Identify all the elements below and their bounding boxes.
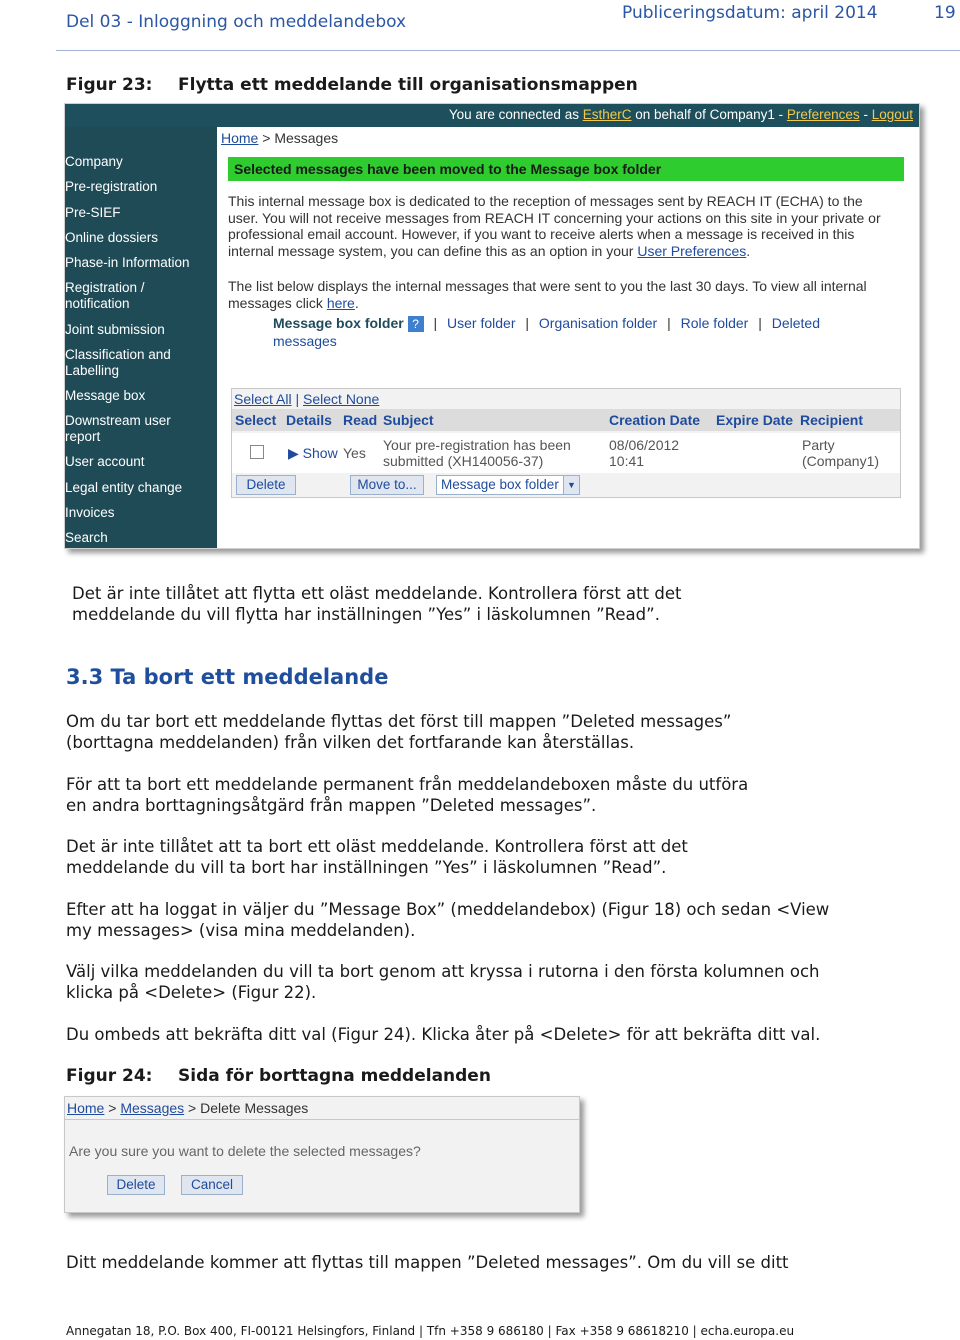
breadcrumb-separator: > (108, 1100, 117, 1116)
sidebar-item-online-dossiers[interactable]: Online dossiers (65, 230, 159, 245)
messages-table (231, 388, 901, 498)
row-select-checkbox[interactable] (250, 445, 264, 459)
show-label: Show (302, 445, 338, 461)
folder-separator: | (525, 315, 530, 331)
cancel-button[interactable]: Cancel (181, 1175, 243, 1195)
tab-user-folder[interactable]: User folder (447, 315, 516, 331)
closing-paragraph: Ditt meddelande kommer att flyttas till mappen ”Deleted messages”. Om du vill se ditt (66, 1253, 789, 1272)
user-preferences-link[interactable]: User Preferences (637, 243, 747, 259)
confirm-delete-button[interactable]: Delete (107, 1175, 165, 1195)
sidebar-item-invoices[interactable]: Invoices (65, 505, 115, 520)
figure-23-title: Flytta ett meddelande till organisationsmappen (178, 75, 638, 95)
paragraph-4-line-1: Efter att ha loggat in väljer du ”Message Box” (meddelandebox) (Figur 18) och sedan <View (66, 900, 830, 919)
triangle-right-icon: ▶ (288, 445, 299, 461)
tab-deleted-messages-line2[interactable]: messages (273, 333, 337, 349)
column-header-creation-date[interactable]: Creation Date (609, 412, 701, 428)
folder-tabs (273, 315, 820, 332)
paragraph-2-line-2: en andra borttagningsåtgärd från mappen ”Deleted messages”. (66, 796, 597, 815)
paragraph-6: Du ombeds att bekräfta ditt val (Figur 24). Klicka åter på <Delete> för att bekräfta ditt val. (66, 1025, 821, 1044)
column-header-read[interactable]: Read (343, 412, 378, 428)
connection-middle: on behalf of Company1 - (635, 107, 784, 122)
selection-separator: | (295, 391, 300, 407)
folder-select-value: Message box folder (441, 477, 559, 492)
figure-23-screenshot (64, 103, 920, 549)
logout-link[interactable]: Logout (871, 107, 913, 122)
sidebar (65, 127, 217, 549)
connection-prefix: You are connected as (448, 107, 579, 122)
page-footer: Annegatan 18, P.O. Box 400, FI-00121 Helsingfors, Finland | Tfn +358 9 686180 | Fax +358 9 68618210 | echa.europa.eu (66, 1324, 795, 1338)
select-all-link[interactable]: Select All (234, 391, 292, 407)
figure-24-screenshot (64, 1096, 580, 1213)
delete-confirmation-question: Are you sure you want to delete the selected messages? (69, 1143, 421, 1159)
paragraph-3-line-1: Det är inte tillåtet att ta bort ett oläst meddelande. Kontrollera först att det (66, 837, 688, 856)
paragraph-1-line-2: (borttagna meddelanden) från vilken det fortfarande kan återställas. (66, 733, 635, 752)
breadcrumb-current: > Messages (262, 130, 339, 146)
sidebar-item-joint-submission[interactable]: Joint submission (65, 322, 165, 337)
breadcrumb-home-link[interactable]: Home (221, 130, 259, 146)
preferences-link[interactable]: Preferences (786, 107, 860, 122)
tab-message-box-folder[interactable]: Message box folder (273, 315, 404, 331)
move-to-button[interactable]: Move to... (350, 475, 424, 495)
paragraph-2-line-1: För att ta bort ett meddelande permanent från meddelandeboxen måste du utföra (66, 775, 749, 794)
success-banner (228, 157, 904, 181)
folder-separator: | (433, 315, 438, 331)
sidebar-item-message-box[interactable]: Message box (65, 388, 146, 403)
creation-date: 08/06/2012 (609, 437, 680, 453)
column-header-expire-date[interactable]: Expire Date (716, 412, 794, 428)
header-section-title: Del 03 - Inloggning och meddelandebox (66, 12, 407, 32)
page-number: 19 (934, 3, 956, 23)
sidebar-item-company[interactable]: Company (65, 154, 123, 169)
paragraph-5-line-1: Välj vilka meddelanden du vill ta bort genom att kryssa i rutorna i den första kolumnen och (66, 962, 820, 981)
paragraph-5-line-2: klicka på <Delete> (Figur 22). (66, 983, 317, 1002)
read-status: Yes (343, 445, 366, 461)
sidebar-item-user-account[interactable]: User account (65, 454, 145, 469)
column-header-recipient[interactable]: Recipient (800, 412, 864, 428)
info-line-4 (228, 243, 750, 260)
user-link[interactable]: EstherC (582, 107, 632, 122)
sidebar-item-classification[interactable]: Classification and (65, 347, 171, 362)
header-divider (56, 50, 960, 51)
sidebar-item-registration[interactable]: Registration / (65, 280, 145, 295)
recipient-line-2: (Company1) (802, 453, 880, 469)
breadcrumb (67, 1100, 308, 1116)
sidebar-item-pre-sief[interactable]: Pre-SIEF (65, 205, 121, 220)
paragraph-1-line-1: Om du tar bort ett meddelande flyttas det först till mappen ”Deleted messages” (66, 712, 732, 731)
list-line-2-text: messages click (228, 295, 323, 311)
paragraph-3-line-2: meddelande du vill ta bort har inställningen ”Yes” i läskolumnen ”Read”. (66, 858, 667, 877)
selection-links (234, 391, 379, 407)
folder-separator: | (667, 315, 671, 331)
info-line-1: This internal message box is dedicated to the reception of messages sent by REACH IT (ECHA) to the (228, 193, 863, 209)
folder-select[interactable] (436, 475, 580, 495)
chevron-down-icon: ▼ (563, 476, 579, 494)
sidebar-item-search[interactable]: Search (65, 530, 108, 545)
breadcrumb-divider (65, 1119, 579, 1120)
header-publication-date: Publiceringsdatum: april 2014 (622, 3, 878, 23)
breadcrumb-home-link[interactable]: Home (67, 1100, 105, 1116)
sidebar-item-downstream-user-line2[interactable]: report (65, 429, 101, 444)
creation-time: 10:41 (609, 453, 645, 469)
table-header (232, 409, 900, 431)
note-line-2: meddelande du vill flytta har inställningen ”Yes” i läskolumnen ”Read”. (72, 605, 660, 624)
delete-button[interactable]: Delete (236, 475, 296, 495)
figure-23-label: Figur 23: (66, 75, 153, 95)
breadcrumb-messages-link[interactable]: Messages (120, 1100, 185, 1116)
here-link[interactable]: here (326, 295, 355, 311)
breadcrumb-current: > Delete Messages (188, 1100, 309, 1116)
table-row (232, 433, 900, 473)
info-line-4-text: internal message system, you can define this as an option in your (228, 243, 634, 259)
list-line-1: The list below displays the internal messages that were sent to you the last 30 days. To view all internal (228, 278, 867, 294)
tab-organisation-folder[interactable]: Organisation folder (538, 315, 658, 331)
figure-24-label: Figur 24: (66, 1066, 153, 1086)
column-header-details[interactable]: Details (286, 412, 332, 428)
sidebar-item-registration-line2[interactable]: notification (65, 296, 130, 311)
sidebar-item-classification-line2[interactable]: Labelling (65, 363, 120, 378)
note-line-1: Det är inte tillåtet att flytta ett oläst meddelande. Kontrollera först att det (72, 584, 682, 603)
list-line-2 (228, 295, 359, 312)
subject-line-1: Your pre-registration has been (383, 437, 571, 453)
section-heading: 3.3 Ta bort ett meddelande (66, 665, 389, 689)
help-icon[interactable]: ? (408, 316, 424, 332)
connection-status (449, 107, 913, 122)
sidebar-item-downstream-user[interactable]: Downstream user (65, 413, 171, 428)
success-message: Selected messages have been moved to the Message box folder (234, 161, 662, 177)
tab-role-folder[interactable]: Role folder (680, 315, 749, 331)
paragraph-4-line-2: my messages> (visa mina meddelanden). (66, 921, 416, 940)
list-line-2-end: . (354, 295, 359, 311)
topbar-dash: - (863, 107, 868, 122)
info-line-2: user. You will not receive messages from REACH IT concerning your actions on this site in your private or (228, 210, 881, 226)
info-line-3: professional email account. However, if you want to receive alerts when a message is received in this (228, 226, 855, 242)
tab-deleted-messages[interactable]: Deleted (771, 315, 821, 331)
folder-separator: | (758, 315, 762, 331)
recipient-line-1: Party (802, 437, 835, 453)
show-details-link[interactable] (288, 445, 338, 462)
sidebar-item-legal-entity-change[interactable]: Legal entity change (65, 480, 183, 495)
top-bar (65, 104, 920, 127)
info-line-4-end: . (746, 243, 751, 259)
subject-line-2: submitted (XH140056-37) (383, 453, 544, 469)
breadcrumb (221, 130, 338, 146)
sidebar-item-phase-in-information[interactable]: Phase-in Information (65, 255, 190, 270)
column-header-subject[interactable]: Subject (383, 412, 434, 428)
column-header-select[interactable]: Select (235, 412, 277, 428)
sidebar-item-pre-registration[interactable]: Pre-registration (65, 179, 158, 194)
select-none-link[interactable]: Select None (303, 391, 380, 407)
figure-24-title: Sida för borttagna meddelanden (178, 1066, 491, 1086)
